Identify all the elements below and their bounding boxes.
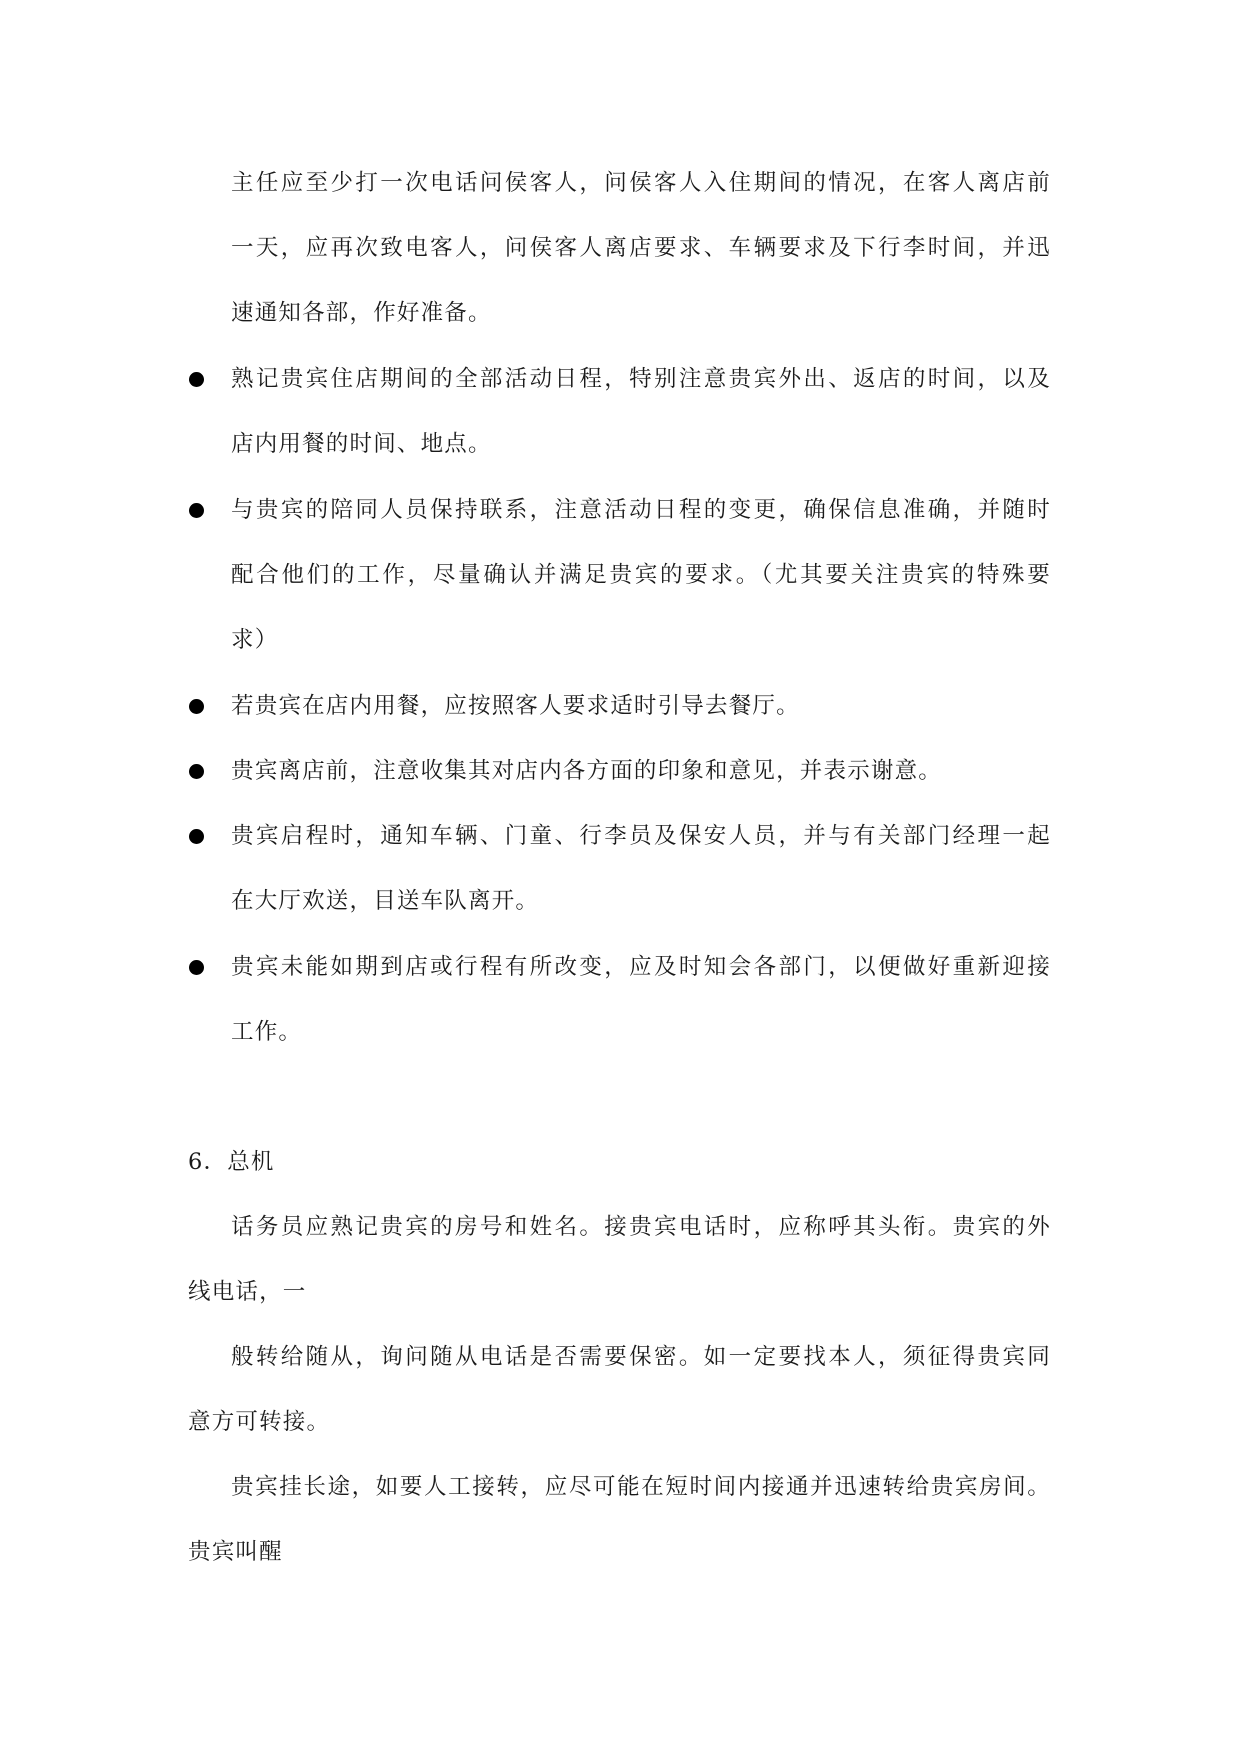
paragraph-line: 话务员应熟记贵宾的房号和姓名。接贵宾电话时，应称呼其头衔。贵宾的外 xyxy=(231,1214,1051,1240)
bullet-item-line: 贵宾未能如期到店或行程有所改变，应及时知会各部门，以便做好重新迎接 xyxy=(231,954,1051,980)
bullet-item-line: 贵宾启程时，通知车辆、门童、行李员及保安人员，并与有关部门经理一起 xyxy=(231,823,1051,849)
bullet-item-line: 工作。 xyxy=(231,1019,303,1045)
section-heading: 6．总机 xyxy=(188,1149,275,1175)
bullet-dot-icon xyxy=(189,699,204,714)
continuation-line: 速通知各部，作好准备。 xyxy=(231,300,492,326)
bullet-item-line: 在大厅欢送，目送车队离开。 xyxy=(231,888,540,914)
paragraph-line: 线电话，一 xyxy=(188,1279,307,1305)
bullet-item-line: 贵宾离店前，注意收集其对店内各方面的印象和意见，并表示谢意。 xyxy=(231,758,943,784)
bullet-dot-icon xyxy=(189,503,204,518)
bullet-item-line: 求） xyxy=(231,627,279,653)
paragraph-line: 般转给随从，询问随从电话是否需要保密。如一定要找本人，须征得贵宾同 xyxy=(231,1344,1051,1370)
bullet-item-line: 与贵宾的陪同人员保持联系，注意活动日程的变更，确保信息准确，并随时 xyxy=(231,497,1051,523)
bullet-dot-icon xyxy=(189,960,204,975)
bullet-item-line: 若贵宾在店内用餐，应按照客人要求适时引导去餐厅。 xyxy=(231,693,800,719)
bullet-item-line: 店内用餐的时间、地点。 xyxy=(231,431,492,457)
paragraph-line: 贵宾叫醒 xyxy=(188,1539,283,1565)
bullet-dot-icon xyxy=(189,829,204,844)
continuation-line: 一天，应再次致电客人，问侯客人离店要求、车辆要求及下行李时间，并迅 xyxy=(231,235,1051,261)
paragraph-line: 贵宾挂长途，如要人工接转，应尽可能在短时间内接通并迅速转给贵宾房间。 xyxy=(231,1474,1051,1500)
continuation-line: 主任应至少打一次电话问侯客人，问侯客人入住期间的情况，在客人离店前 xyxy=(231,170,1051,196)
bullet-item-line: 配合他们的工作，尽量确认并满足贵宾的要求。（尤其要关注贵宾的特殊要 xyxy=(231,562,1051,588)
bullet-dot-icon xyxy=(189,372,204,387)
paragraph-line: 意方可转接。 xyxy=(188,1409,331,1435)
bullet-item-line: 熟记贵宾住店期间的全部活动日程，特别注意贵宾外出、返店的时间，以及 xyxy=(231,366,1051,392)
bullet-dot-icon xyxy=(189,764,204,779)
